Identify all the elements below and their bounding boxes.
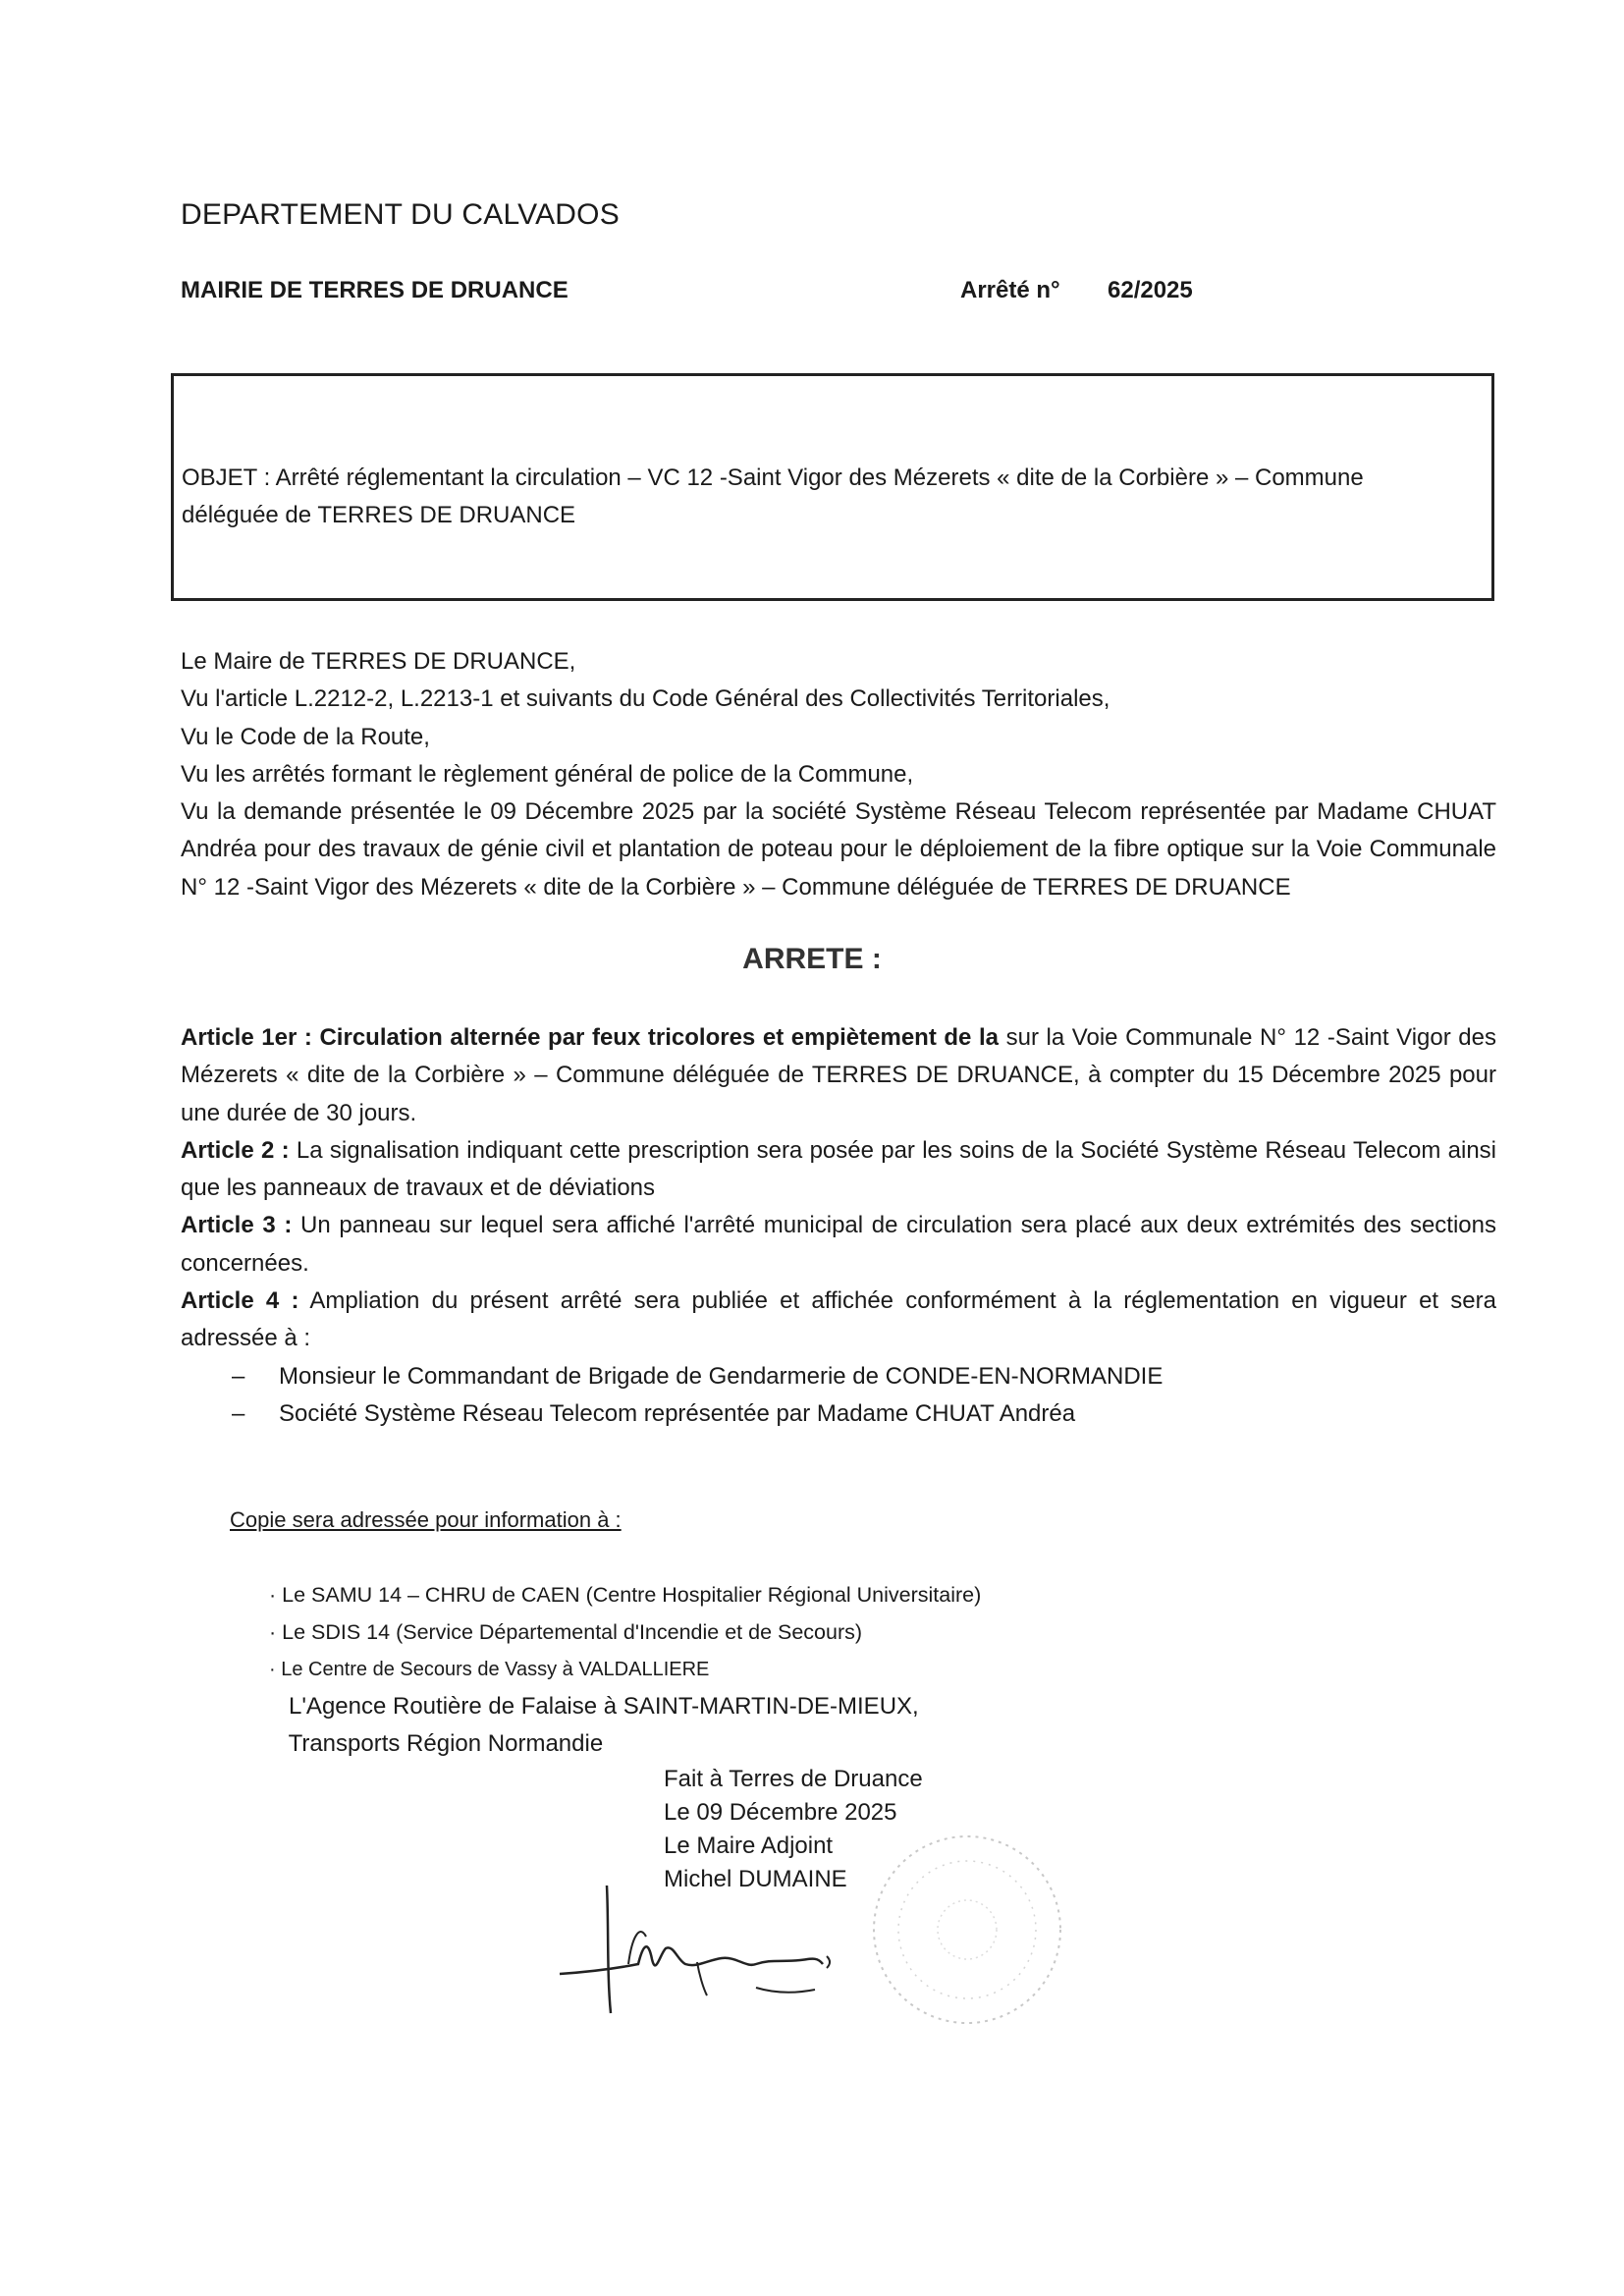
article-text: Un panneau sur lequel sera affiché l'arrêté municipal de circulation sera placé aux deux extrémités des sections concernées. xyxy=(181,1212,1496,1277)
list-item: L'Agence Routière de Falaise à SAINT-MARTIN-DE-MIEUX, xyxy=(269,1693,919,1720)
article-label: Article 1er : Circulation alternée par feux tricolores et empiètement de la xyxy=(181,1024,1000,1051)
articles xyxy=(181,1019,1496,1433)
signature-role: Le Maire Adjoint xyxy=(664,1832,834,1859)
copie-list xyxy=(269,1576,981,1763)
destinataire-text: Société Système Réseau Telecom représentée par Madame CHUAT Andréa xyxy=(279,1399,1076,1427)
arrete-number-label: Arrêté n° xyxy=(960,277,1060,303)
list-item: · Le SAMU 14 – CHRU de CAEN (Centre Hospitalier Régional Universitaire) xyxy=(269,1583,982,1607)
signature-place: Fait à Terres de Druance xyxy=(664,1766,923,1792)
list-item: · Le SDIS 14 (Service Départemental d'Incendie et de Secours) xyxy=(269,1620,863,1644)
article-label: Article 2 : xyxy=(181,1136,290,1164)
list-item: Transports Région Normandie xyxy=(269,1730,604,1757)
article-2 xyxy=(181,1132,1496,1208)
vu-line: Vu la demande présentée le 09 Décembre 2025 par la société Système Réseau Telecom représentée par Madame CHUAT Andréa pour des travaux de génie civil et plantation de poteau pour le déploiement de la fibre optique sur la Voie Communale N° 12 -Saint Vigor des Mézerets « dite de la Corbière » – Commune déléguée de TERRES DE DRUANCE xyxy=(181,798,1496,901)
destinataire-text: Monsieur le Commandant de Brigade de Gendarmerie de CONDE-EN-NORMANDIE xyxy=(279,1362,1164,1390)
objet-text: OBJET : Arrêté réglementant la circulation – VC 12 -Saint Vigor des Mézerets « dite de la Corbière » – Commune déléguée de TERRES DE DRUANCE xyxy=(182,465,1364,528)
signature-date: Le 09 Décembre 2025 xyxy=(664,1799,897,1826)
list-item xyxy=(181,1358,1496,1395)
destinataires-list xyxy=(181,1358,1496,1434)
article-4 xyxy=(181,1283,1496,1358)
article-text: sur la Voie Communale N° 12 -Saint Vigor des Mézerets « dite de la Corbière » – Commune déléguée de TERRES DE DRUANCE, à compter du 15 Décembre 2025 pour une durée de 30 jours. xyxy=(181,1024,1496,1126)
article-text: La signalisation indiquant cette prescription sera posée par les soins de la Société Système Réseau Telecom ainsi que les panneaux de travaux et de déviations xyxy=(181,1136,1496,1202)
article-3 xyxy=(181,1207,1496,1283)
vu-line: Vu le Code de la Route, xyxy=(181,723,430,750)
handwritten-signature-icon xyxy=(550,1866,884,2023)
article-label: Article 4 : xyxy=(181,1287,299,1315)
official-stamp-icon xyxy=(864,1827,1070,2033)
list-item xyxy=(181,1395,1496,1433)
copie-heading: Copie sera adressée pour information à : xyxy=(230,1507,622,1532)
dash-bullet-icon: – xyxy=(232,1362,245,1390)
list-item: · Le Centre de Secours de Vassy à VALDALLIERE xyxy=(269,1659,710,1680)
article-label: Article 3 : xyxy=(181,1212,293,1239)
vu-line: Vu les arrêtés formant le règlement général de police de la Commune, xyxy=(181,760,914,788)
arrete-title: ARRETE : xyxy=(742,943,882,975)
article-1 xyxy=(181,1019,1496,1132)
vu-line: Le Maire de TERRES DE DRUANCE, xyxy=(181,648,576,675)
signature-name: Michel DUMAINE xyxy=(664,1866,847,1892)
mairie-heading: MAIRIE DE TERRES DE DRUANCE xyxy=(181,277,568,303)
dash-bullet-icon: – xyxy=(232,1399,245,1427)
departement-heading: DEPARTEMENT DU CALVADOS xyxy=(181,198,620,231)
arrete-number: 62/2025 xyxy=(1108,277,1193,303)
article-text: Ampliation du présent arrêté sera publiée et affichée conformément à la réglementation en vigueur et sera adressée à : xyxy=(181,1287,1496,1352)
vu-line: Vu l'article L.2212-2, L.2213-1 et suivants du Code Général des Collectivités Territoriales, xyxy=(181,685,1110,713)
considerants xyxy=(181,643,1496,906)
objet-box xyxy=(171,373,1494,601)
